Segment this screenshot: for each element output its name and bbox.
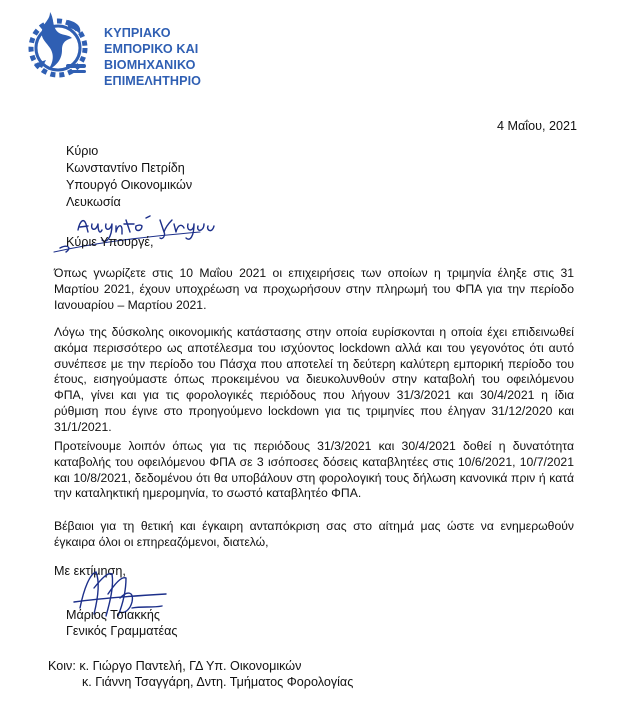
recipient-line-2: Κωνσταντίνο Πετρίδη [66, 161, 185, 175]
recipient-line-1: Κύριο [66, 144, 99, 158]
org-line-2: ΕΜΠΟΡΙΚΟ ΚΑΙ [104, 42, 199, 56]
body-paragraph-2: Λόγω της δύσκολης οικονομικής κατάστασης στην οποία ευρίσκονται η οποία έχει επιδεινωθεί ακόμα περισσότερο ως αποτέλεσμα του ισχύοντος lockdown αλλά και του γεγονότος ότι αυτό συνέπεσε με την περίοδο του Πάσχα που αποτελεί τη δεύτερη καλύτερη εμπορική περίοδο του έτους, εισηγούμαστε όπως προκειμένου να διευκολυνθούν στην καταβολή του οφειλόμενου ΦΠΑ, γίνει και για τις φορολογικές περιόδους που λήγουν 31/3/2021 και 30/4/2021 η ίδια ρύθμιση που έγινε στο προηγούμενο lockdown για τις τριμηνίες που έληγαν 31/12/2020 και 31/1/2021. [54, 325, 574, 434]
org-line-4: ΕΠΙΜΕΛΗΤΗΡΙΟ [104, 74, 202, 88]
body-paragraph-3: Προτείνουμε λοιπόν όπως για τις περιόδους 31/3/2021 και 30/4/2021 δοθεί η δυνατότητα καταβολής του οφειλόμενου ΦΠΑ σε 3 ισόποσες δόσεις καταβλητέες στις 10/6/2021, 10/7/2021 και 10/8/2021, δεδομένου ότι θα υποβάλουν στη φορολογική τους δήλωση κανονικά πριν ή κατά την καταληκτική ημερομηνία, το σωστό καταβλητέο ΦΠΑ. [54, 439, 574, 501]
org-line-3: ΒΙΟΜΗΧΑΝΙΚΟ [104, 58, 196, 72]
organization-name [104, 25, 201, 89]
cc-line-2: κ. Γιάννη Τσαγγάρη, Δντη. Τμήματος Φορολογίας [82, 675, 354, 689]
sender-block [66, 607, 177, 639]
body-paragraph-1: Όπως γνωρίζετε στις 10 Μαΐου 2021 οι επιχειρήσεις των οποίων η τριμηνία έληξε στις 31 Μαρτίου 2021, έχουν υποχρέωση να προχωρήσουν στην πληρωμή του ΦΠΑ για την περίοδο Ιανουαρίου – Μαρτίου 2021. [54, 266, 574, 312]
org-line-1: ΚΥΠΡΙΑΚΟ [104, 26, 171, 40]
recipient-address [66, 143, 192, 211]
greeting: Κύριε Υπουργέ, [66, 235, 154, 249]
recipient-line-4: Λευκωσία [66, 195, 121, 209]
recipient-line-3: Υπουργό Οικονομικών [66, 178, 193, 192]
sender-title: Γενικός Γραμματέας [66, 624, 178, 638]
body-paragraph-4: Βέβαιοι για τη θετική και έγκαιρη ανταπόκριση σας στο αίτημά μας ώστε να ενημερωθούν έγκαιρα όλοι οι επηρεαζόμενοι, διατελώ, [54, 519, 574, 549]
cc-line-1: Κοιν: κ. Γιώργο Παντελή, ΓΔ Υπ. Οικονομικών [48, 659, 302, 673]
sender-name: Μάριος Τσιακκής [66, 608, 160, 622]
chamber-logo-icon [28, 8, 96, 84]
letter-date: 4 Μαΐου, 2021 [497, 119, 577, 133]
closing: Με εκτίμηση, [54, 564, 126, 578]
